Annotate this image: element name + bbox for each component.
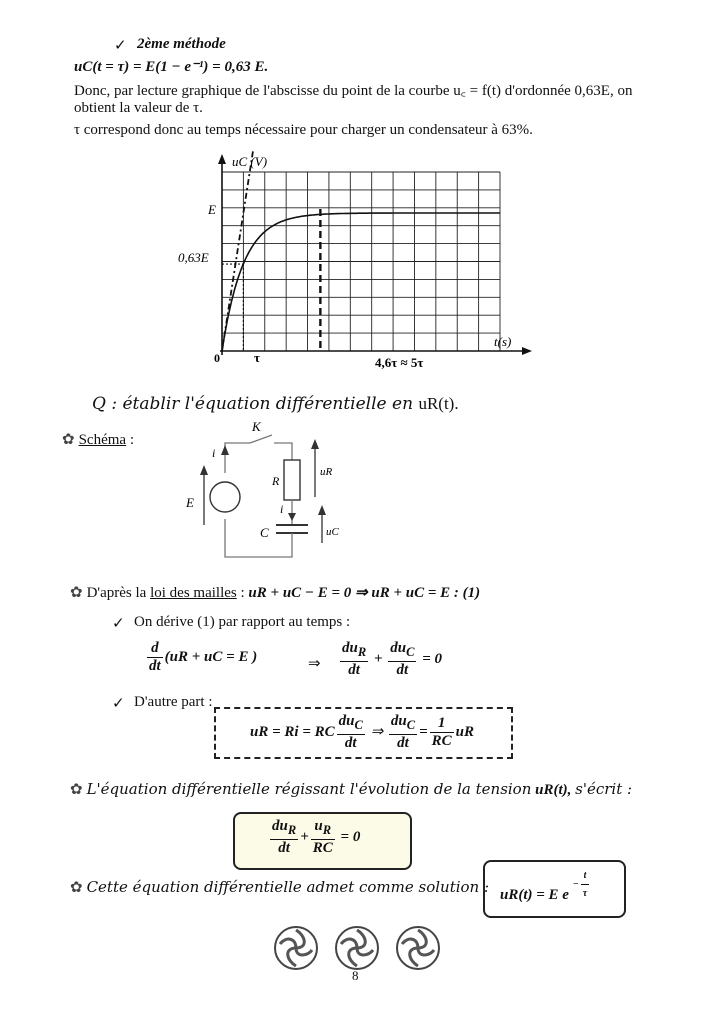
autre-text: D'autre part : bbox=[134, 694, 213, 710]
method-heading: 2ème méthode bbox=[137, 36, 226, 52]
resistor-label: R bbox=[272, 474, 280, 488]
flower-bullet-icon: ✿ bbox=[70, 585, 83, 601]
y-tick-E: E bbox=[208, 202, 216, 217]
rc-circuit-diagram bbox=[180, 415, 360, 565]
y-axis-label: uC (V) bbox=[232, 154, 268, 169]
method-line3: τ correspond donc au temps nécessaire pour charger un condensateur à 63%. bbox=[74, 122, 533, 138]
x-axis-label: t(s) bbox=[494, 334, 512, 349]
maille-law: loi des mailles bbox=[150, 585, 237, 601]
chart-grid bbox=[222, 172, 500, 351]
question-prefix: Q : bbox=[92, 394, 118, 414]
equadiff-line: ✿ L'équation différentielle régissant l'évolution de la tension uR(t), s'écrit : bbox=[70, 780, 633, 798]
schema-label: Schéma bbox=[78, 432, 127, 448]
equadiff-equation: $\frac{du_R}{dt}$ + $\frac{u_R}{RC}$ = 0 bbox=[272, 818, 361, 856]
voltage-source bbox=[210, 482, 240, 512]
capacitor-label: C bbox=[260, 525, 269, 540]
source-label: E bbox=[186, 495, 194, 510]
derive-text: On dérive (1) par rapport au temps : bbox=[134, 614, 351, 630]
uR-label: uR bbox=[320, 466, 333, 478]
charge-curve bbox=[222, 213, 500, 351]
solution-expr: uR(t) = E e − $\frac{t}{\tau}$ bbox=[500, 879, 591, 914]
schema-heading bbox=[62, 430, 134, 449]
method-line2: obtient la valeur de τ. bbox=[74, 100, 203, 116]
decorative-ornaments bbox=[272, 922, 442, 974]
check-icon: ✓ bbox=[112, 616, 125, 632]
uC-label: uC bbox=[326, 526, 339, 538]
x-tick-0: 0 bbox=[214, 351, 220, 365]
page-number: 8 bbox=[352, 968, 359, 983]
derive-arrow: ⇒ bbox=[308, 656, 321, 672]
solution-line: ✿ Cette équation différentielle admet comme solution : bbox=[70, 878, 490, 896]
x-axis-arrow bbox=[522, 347, 532, 355]
x-tick-tau: τ bbox=[254, 350, 260, 365]
flower-bullet-icon: ✿ bbox=[70, 782, 83, 798]
y-tick-063E: 0,63E bbox=[178, 250, 209, 265]
check-icon: ✓ bbox=[112, 696, 125, 712]
branch-current-label: i bbox=[280, 502, 284, 516]
question bbox=[92, 394, 459, 414]
flower-bullet-icon: ✿ bbox=[70, 880, 83, 896]
tangent-line bbox=[222, 151, 253, 351]
switch-blade bbox=[250, 435, 272, 443]
method-line1: Donc, par lecture graphique de l'abscisse du point de la courbe u꜀ = f(t) d'ordonnée 0,63E, on bbox=[74, 83, 633, 99]
resistor bbox=[284, 460, 300, 500]
switch-label: K bbox=[252, 419, 261, 434]
current-label: i bbox=[212, 446, 216, 460]
check-icon: ✓ bbox=[114, 38, 127, 54]
charge-curve-chart bbox=[170, 150, 540, 375]
question-text: établir l'équation différentielle en bbox=[122, 394, 414, 414]
derive-equation: $\frac{d}{dt}$ (uR + uC = E ) bbox=[149, 640, 258, 674]
method-equation: uC(t = τ) = E(1 − e⁻¹) = 0,63 E. bbox=[74, 59, 269, 75]
maille-line: ✿ D'après la loi des mailles : uR + uC − E = 0 ⇒ uR + uC = E : (1) bbox=[70, 585, 481, 601]
autre-equation: uR = Ri = RC $\frac{du_C}{dt}$ ⇒ $\frac{du_C}{dt}$ = $\frac{1}{RC}$ uR bbox=[250, 713, 475, 751]
question-var: uR(t). bbox=[418, 394, 459, 413]
ornament-icon bbox=[336, 927, 378, 969]
x-tick-5tau: 4,6τ ≈ 5τ bbox=[375, 355, 424, 370]
ornament-icon bbox=[275, 927, 317, 969]
y-axis-arrow bbox=[218, 154, 226, 164]
ornament-icon bbox=[397, 927, 439, 969]
flower-bullet-icon: ✿ bbox=[62, 432, 75, 448]
schema-colon: : bbox=[129, 432, 134, 448]
maille-equation: uR + uC − E = 0 ⇒ uR + uC = E : (1) bbox=[248, 585, 481, 601]
derive-result: $\frac{du_R}{dt}$ + $\frac{du_C}{dt}$ = 0 bbox=[342, 640, 442, 678]
